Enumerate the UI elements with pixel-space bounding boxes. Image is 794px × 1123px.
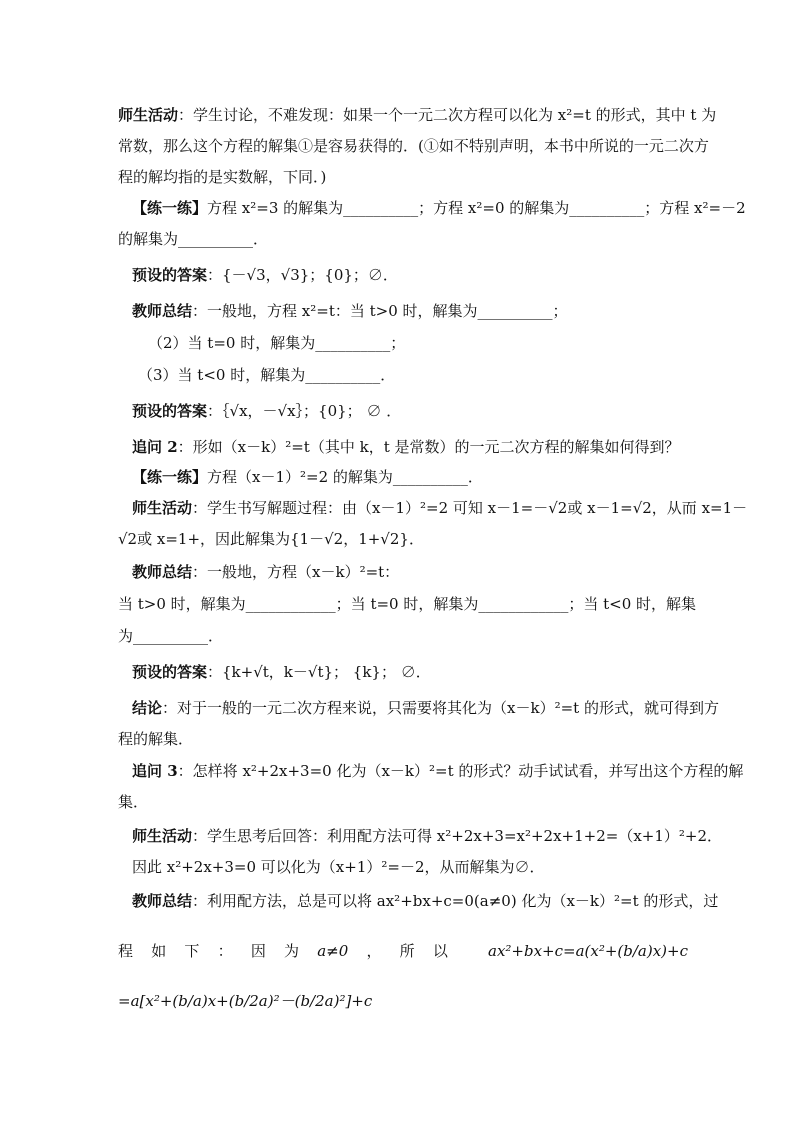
p12-label: 追问 3	[132, 762, 178, 780]
spread-char: ：	[217, 942, 233, 960]
p8-label: 师生活动	[132, 499, 193, 517]
spread-char: 为	[284, 942, 300, 960]
p10-text1: ：{k+√t，k－√t}； {k}； ∅．	[207, 663, 431, 681]
p11-line1	[132, 697, 719, 719]
p6-label: 追问 2	[132, 438, 178, 456]
p14-equation-2: =a[x²+(b/a)x+(b/2a)²－(b/2a)²]+c	[118, 992, 373, 1010]
spread-char: 下	[184, 942, 200, 960]
p5-line1	[132, 400, 401, 422]
p14-spread-line	[118, 940, 448, 962]
p5-label: 预设的答案	[132, 402, 208, 420]
p2-line1	[132, 197, 746, 219]
p4-line3: （3）当 t<0 时，解集为__________．	[138, 366, 396, 384]
p9-line2: 当 t>0 时，解集为____________；当 t=0 时，解集为____________；当 t<0 时，解集	[118, 595, 697, 613]
p13-line1	[132, 825, 722, 847]
p9-label: 教师总结	[132, 563, 193, 581]
p2-text1: 方程 x²=3 的解集为__________；方程 x²=0 的解集为__________；方程 x²=－2	[207, 199, 746, 217]
p3-label: 预设的答案	[132, 266, 208, 284]
p4-line1	[132, 300, 568, 322]
p2-label: 【练一练】	[132, 199, 208, 217]
p11-text1: ：对于一般的一元二次方程来说，只需要将其化为（x－k）²=t 的形式，就可得到方	[162, 699, 719, 717]
p7-text1: 方程（x－1）²=2 的解集为__________．	[207, 468, 483, 486]
p8-line1	[132, 497, 747, 519]
p2-line2: 的解集为__________．	[118, 230, 269, 248]
p9-line1	[132, 561, 399, 583]
p3-text1: ：{－√3，√3}；{0}；∅．	[207, 266, 398, 284]
p10-line1	[132, 661, 431, 683]
p4-label: 教师总结	[132, 302, 193, 320]
p11-line2: 程的解集．	[118, 730, 194, 748]
p12-line2: 集．	[118, 793, 149, 811]
p13-label: 师生活动	[132, 827, 193, 845]
p1-line3: 程的解均指的是实数解，下同．)	[118, 168, 327, 186]
p4-text1: ：一般地，方程 x²=t：当 t>0 时，解集为__________；	[192, 302, 568, 320]
p4-line2: （2）当 t=0 时，解集为__________；	[148, 334, 406, 352]
p12-text1: ：怎样将 x²+2x+3=0 化为（x－k）²=t 的形式？动手试试看，并写出这个方程的解	[177, 762, 744, 780]
p1-label: 师生活动	[118, 106, 179, 124]
p9-text1: ：一般地，方程（x－k）²=t：	[192, 563, 400, 581]
p10-label: 预设的答案	[132, 663, 208, 681]
p14-equation-1: ax²+bx+c=a(x²+(b/a)x)+c	[488, 942, 689, 960]
spread-char: 以	[432, 942, 448, 960]
p3-line1	[132, 264, 398, 286]
spread-char: 程	[118, 942, 134, 960]
spread-char: a≠0	[317, 942, 349, 960]
p8-line2: √2或 x=1+，因此解集为{1－√2，1+√2}．	[118, 530, 424, 548]
p1-line2: 常数，那么这个方程的解集①是容易获得的．(①如不特别声明，本书中所说的一元二次方	[118, 137, 709, 155]
p5-text1: ：｛√x，－√x｝；{0}； ∅ ．	[207, 402, 402, 420]
p7-line1	[132, 466, 483, 488]
spread-char: 因	[250, 942, 266, 960]
p6-line1	[132, 436, 680, 458]
spread-char: 如	[151, 942, 167, 960]
p11-label: 结论	[132, 699, 163, 717]
p6-text1: ：形如（x－k）²=t（其中 k，t 是常数）的一元二次方程的解集如何得到？	[177, 438, 680, 456]
p7-label: 【练一练】	[132, 468, 208, 486]
p12-line1	[132, 760, 743, 782]
p14-line1	[132, 890, 718, 912]
p13-text1: ：学生思考后回答：利用配方法可得 x²+2x+3=x²+2x+1+2=（x+1）²+2．	[192, 827, 723, 845]
p14-text1: ：利用配方法，总是可以将 ax²+bx+c=0(a≠0) 化为（x－k）²=t 的形式，过	[192, 892, 719, 910]
spread-char: 所	[399, 942, 415, 960]
p9-line3: 为__________．	[118, 627, 224, 645]
p13-line2: 因此 x²+2x+3=0 可以化为（x+1）²=－2，从而解集为∅．	[132, 858, 545, 876]
p1-line1	[118, 104, 716, 126]
spread-char: ，	[366, 942, 382, 960]
p8-text1: ：学生书写解题过程：由（x－1）²=2 可知 x－1=－√2或 x－1=√2，从而 x=1－	[192, 499, 748, 517]
p14-label: 教师总结	[132, 892, 193, 910]
p1-text1: ：学生讨论，不难发现：如果一个一元二次方程可以化为 x²=t 的形式，其中 t 为	[178, 106, 717, 124]
